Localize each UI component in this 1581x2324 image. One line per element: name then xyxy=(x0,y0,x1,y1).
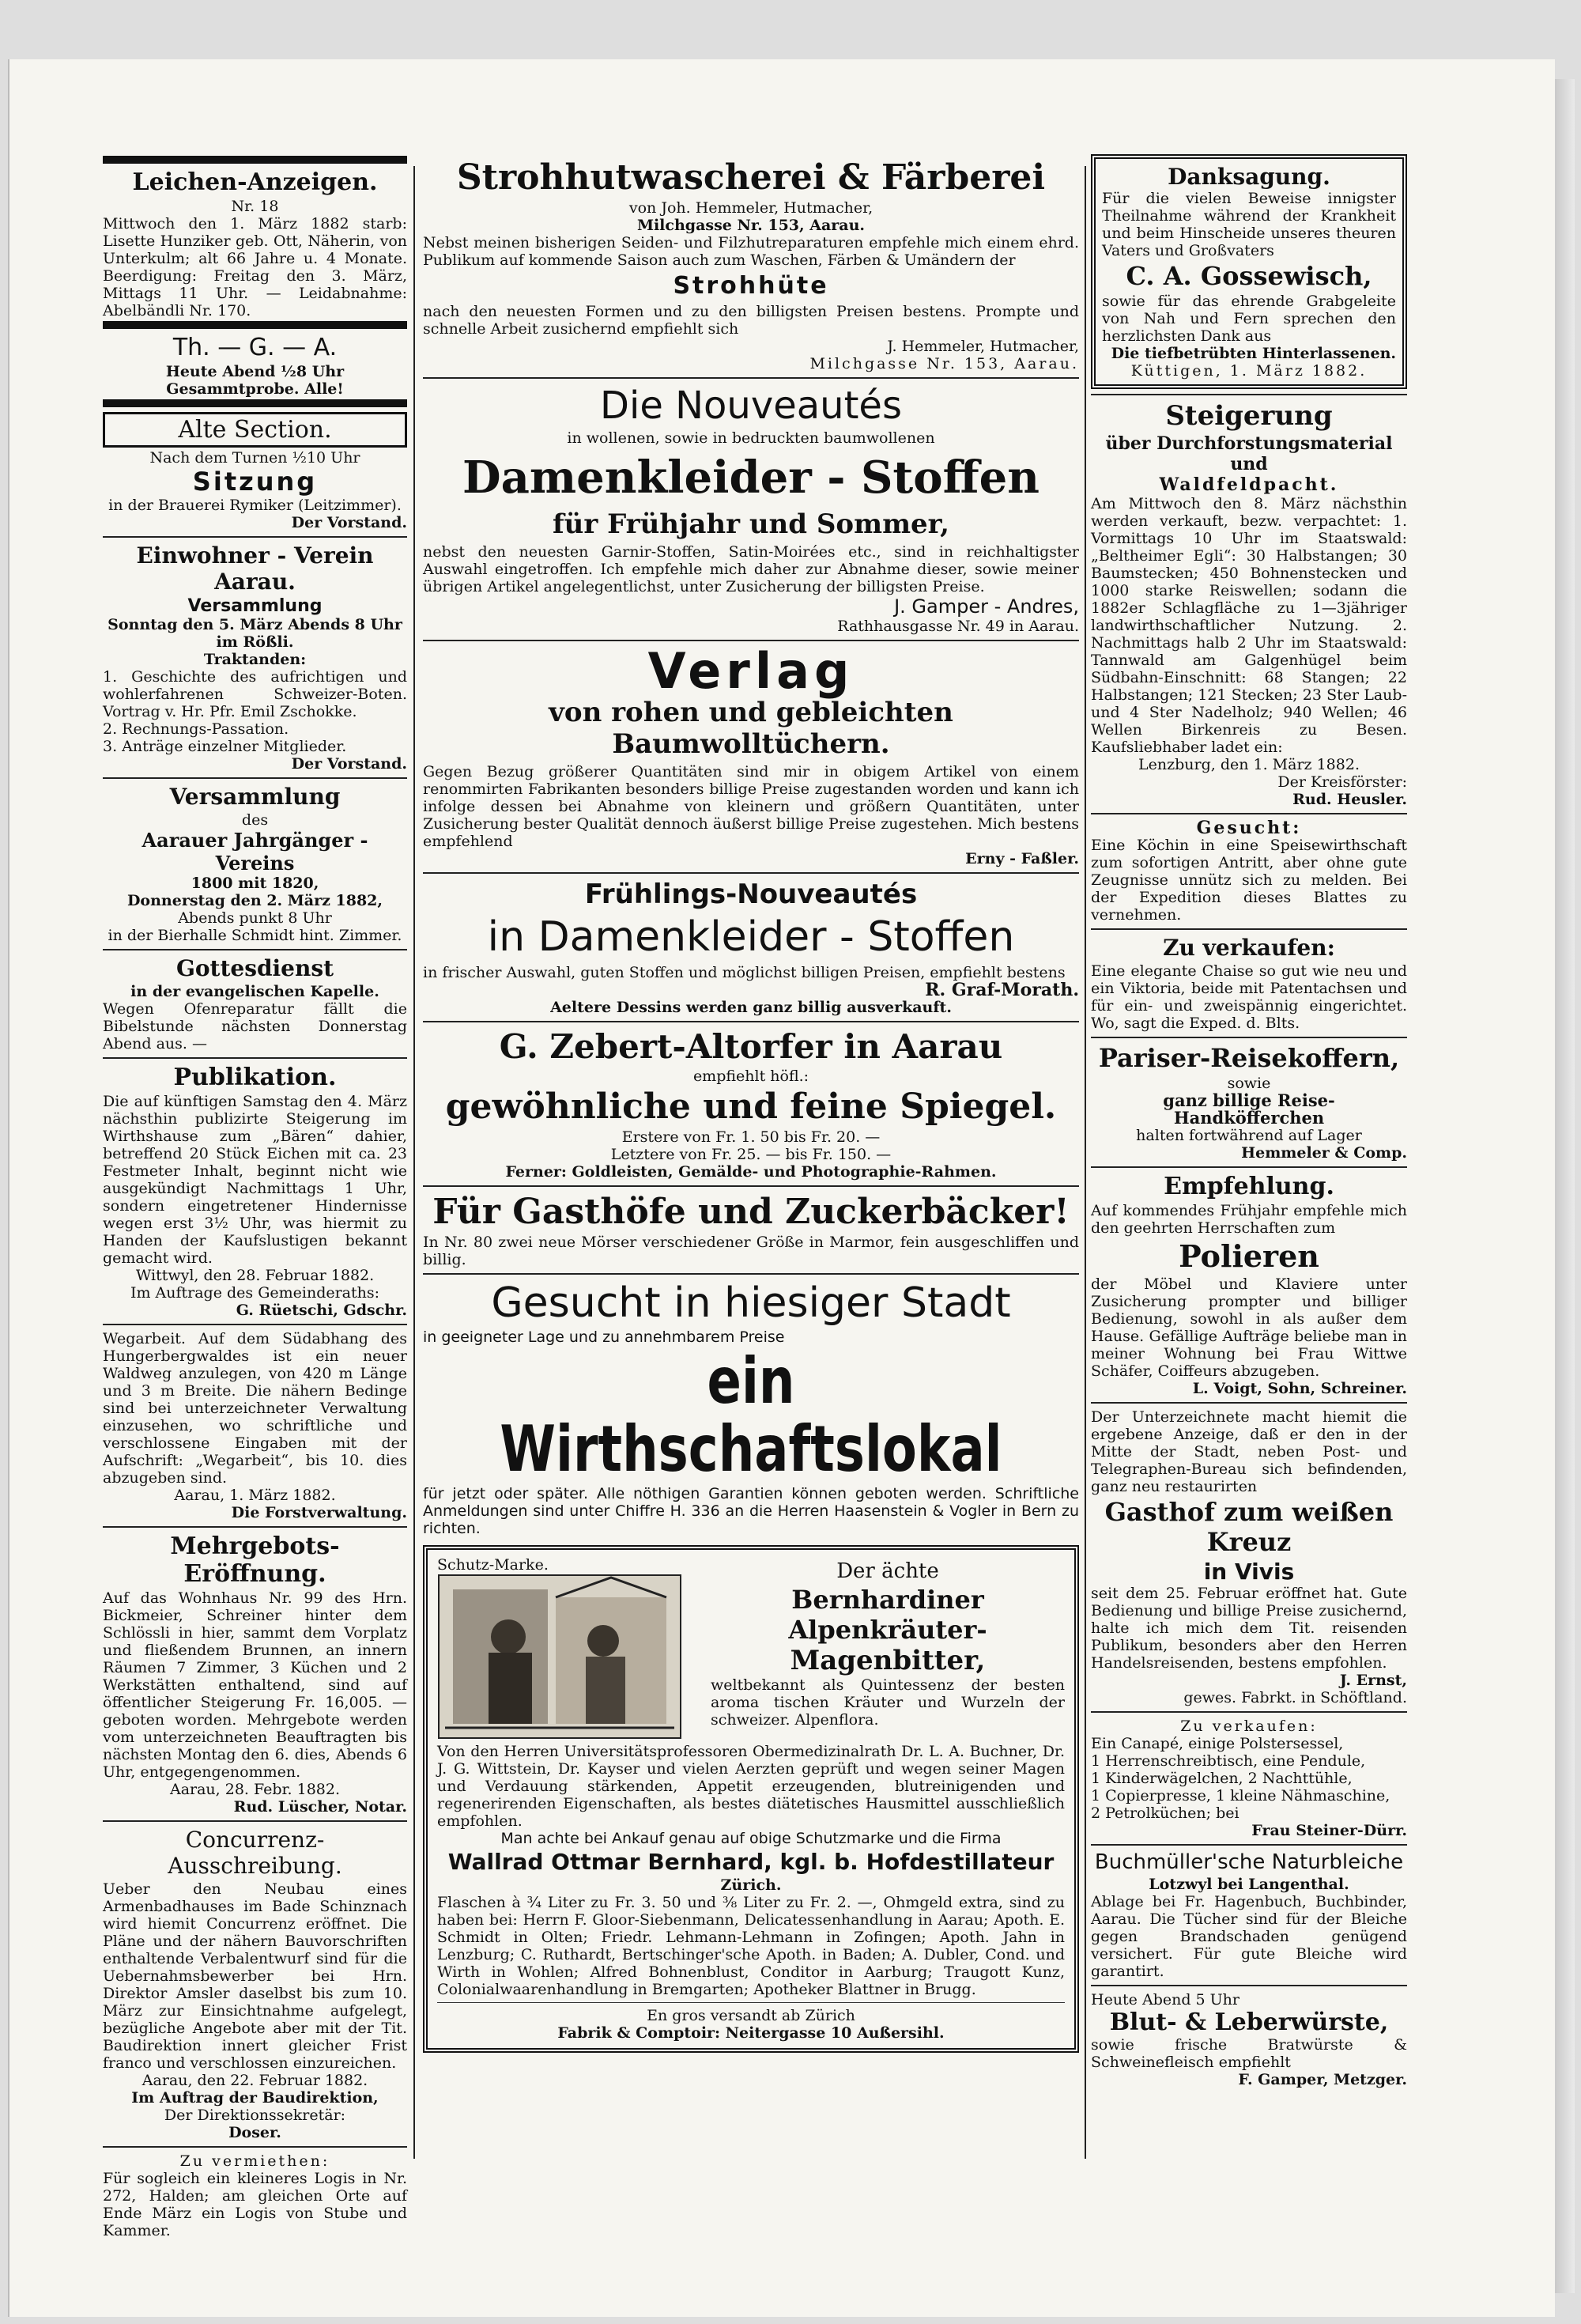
ad-signature: Rud. Lüscher, Notar. xyxy=(233,1798,407,1816)
trademark-engraving xyxy=(437,1574,682,1740)
column-rule-left xyxy=(413,166,415,2159)
ad-body: Von den Herren Universitätsprofessoren Obermedizinalrath Dr. L. A. Buchner, Dr. J. G. Wittstein, Dr. Kayser und vielen Aerzten geprüft und wegen seiner Magen und Verdauung stärkenden, Appetit erzeugenden, blutreinigenden und regenerirenden Eigenschaften, als bestes diätetisches Hausmittel ausschließlich empfohlen. xyxy=(437,1743,1065,1830)
ad-verlag xyxy=(423,642,1079,867)
ad-headline: Strohhüte xyxy=(673,272,829,300)
ad-jahrgaenger xyxy=(103,784,407,944)
ad-title: Alte Section. xyxy=(103,412,407,448)
ad-line: Abends punkt 8 Uhr xyxy=(178,909,332,927)
ad-title: Für Gasthöfe und Zuckerbäcker! xyxy=(432,1192,1070,1232)
ad-subtitle: in Vivis xyxy=(1203,1559,1295,1585)
ad-line: Erstere von Fr. 1. 50 bis Fr. 20. — xyxy=(621,1128,881,1146)
ad-date: Sonntag den 5. März Abends 8 Uhr im Rößli. xyxy=(108,616,402,651)
ad-title: Einwohner - Verein Aarau. xyxy=(136,542,374,595)
ad-line: Im Auftrag der Baudirektion, xyxy=(131,2089,379,2107)
ad-steigerung xyxy=(1091,400,1407,808)
ad-signature: Die Forstverwaltung. xyxy=(231,1504,407,1521)
ad-line: gewes. Fabrkt. in Schöftland. xyxy=(1183,1689,1407,1706)
ad-line: Letztere von Fr. 25. — bis Fr. 150. — xyxy=(610,1146,892,1163)
ad-strohhut xyxy=(423,157,1079,372)
page-edge xyxy=(1555,79,1575,2293)
ad-signature: Erny - Faßler. xyxy=(965,850,1079,867)
ad-title: Magenbitter, xyxy=(790,1645,986,1676)
list-item: 1 Kinderwägelchen, 2 Nachttühle, xyxy=(1091,1770,1353,1787)
ad-title: Versammlung xyxy=(169,784,341,810)
ad-signature: J. Hemmeler, Hutmacher, xyxy=(887,338,1079,355)
ad-title: Die Nouveautés xyxy=(600,384,902,428)
ad-headline: Verlag xyxy=(647,642,855,700)
ad-date: Lenzburg, den 1. März 1882. xyxy=(1138,756,1360,773)
ad-title: Zu vermiethen: xyxy=(179,2152,330,2170)
ad-line: Man achte bei Ankauf genau auf obige Schutzmarke und die Firma xyxy=(500,1830,1002,1847)
ad-zu-verkaufen xyxy=(1091,935,1407,1032)
ad-mehrgebot xyxy=(103,1532,407,1816)
ad-title: Empfehlung. xyxy=(1164,1173,1334,1200)
ad-subtitle: Lotzwyl bei Langenthal. xyxy=(1149,1876,1349,1893)
divider xyxy=(1091,1985,1407,1986)
ad-number: Nr. 18 xyxy=(231,198,279,215)
ad-subtitle: für Frühjahr und Sommer, xyxy=(553,508,949,540)
ad-body: Am Mittwoch den 8. März nächsthin werden verkauft, bezw. verpachtet: 1. Vormittags 10 Uhr im Staatswald: „Beltheimer Egli“: 30 Halbstangen; 30 Baumstecken; 450 Bohnenstecken und 1000 starke Reiswellen; sodann die 1882er Schlagfläche zu 1—3jähriger landwirthschaftlicher Nutzung. 2. Nachmittags halb 2 Uhr im Staatswald: Tannwald am Galgenhügel beim Südbahn-Einschnitt: 68 Stangen; 22 Halbstangen; 121 Stecken; 23 Ster Laub- und 4 Ster Nadelholz; 940 Wellen; 46 Wellen Birkenreis zu Besen. Kaufsliebhaber ladet ein: xyxy=(1091,495,1407,756)
divider xyxy=(423,1021,1079,1022)
ad-body: nach den neuesten Formen und zu den billigsten Preisen bestens. Prompte und schnelle Arbeit zusichernd empfiehlt sich xyxy=(423,303,1079,338)
ad-headline: Sitzung xyxy=(192,467,318,497)
ad-line: Ferner: Goldleisten, Gemälde- und Photographie-Rahmen. xyxy=(505,1163,997,1181)
divider xyxy=(1091,1037,1407,1038)
ad-signature: Der Vorstand. xyxy=(291,755,407,773)
ad-signature: Frau Steiner-Dürr. xyxy=(1251,1822,1407,1839)
ad-line: Im Auftrage des Gemeinderaths: xyxy=(130,1284,380,1302)
divider xyxy=(103,2146,407,2148)
column-right xyxy=(1091,154,1407,2088)
divider xyxy=(1091,1166,1407,1168)
ad-subtitle: in der evangelischen Kapelle. xyxy=(130,983,379,1000)
ad-line: empfiehlt höfl.: xyxy=(692,1068,809,1085)
ad-signature: J. Ernst, xyxy=(1339,1672,1407,1689)
ad-pariser xyxy=(1091,1043,1407,1162)
divider xyxy=(1091,813,1407,814)
ad-address: Milchgasse Nr. 153, Aarau. xyxy=(809,355,1079,372)
ad-body: Der Unterzeichnete macht hiemit die ergebene Anzeige, daß er den in der Mitte der Stadt, neben Post- und Telegraphen-Bureau sich befindenden, ganz neu restaurirten xyxy=(1091,1408,1407,1495)
ad-empfehlung xyxy=(1091,1173,1407,1397)
ad-title: G. Zebert-Altorfer in Aarau xyxy=(499,1027,1003,1066)
ad-signature: L. Voigt, Sohn, Schreiner. xyxy=(1192,1380,1407,1397)
ad-body: der Möbel und Klaviere unter Zusicherung prompter und billiger Bedienung, sowohl in als außer dem Hause. Gefällige Aufträge beliebe man in meiner Wohnung bei Frau Wittwe Schäfer, Coiffeurs abzugeben. xyxy=(1091,1275,1407,1380)
ad-body: für jetzt oder später. Alle nöthigen Garantien können geboten werden. Schriftliche Anmeldungen sind unter Chiffre H. 336 an die Herren Haasenstein & Vogler in Bern zu richten. xyxy=(423,1485,1079,1537)
divider xyxy=(103,1057,407,1059)
list-item: 1 Copierpresse, 1 kleine Nähmaschine, xyxy=(1091,1787,1390,1804)
ad-title: Danksagung. xyxy=(1168,164,1330,190)
ad-note: Aeltere Dessins werden ganz billig ausverkauft. xyxy=(550,999,952,1016)
ad-body: Für sogleich ein kleineres Logis in Nr. 272, Halden; am gleichen Orte auf Ende März ein Logis von Stube und Kammer. xyxy=(103,2170,407,2239)
ad-title: Gesucht: xyxy=(1196,818,1302,838)
ad-title: Zu verkaufen: xyxy=(1163,935,1335,961)
ad-bernhardiner xyxy=(423,1545,1079,2053)
ad-signature: G. Rüetschi, Gdschr. xyxy=(236,1302,407,1319)
ad-body: Flaschen à ¾ Liter zu Fr. 3. 50 und ⅜ Liter zu Fr. 2. —, Ohmgeld extra, sind zu haben bei: Herrn F. Gloor-Siebenmann, Delicatessenhandlung in Aarau; Apoth. E. Schmidt in Olten; Friedr. Lehmann-Lehmann in Zofingen; Apoth. Jahn in Lenzburg; C. Ruthardt, Bertschinger'sche Apoth. in Baden; A. Dubler, Cond. und Wirth in Wohlen; Alfred Bohnenblust, Conditor in Aarburg; Traugott Kunz, Colonialwaarenhandlung in Bremgarten; Apotheker Blattner in Brugg. xyxy=(437,1894,1065,1998)
ad-body: Für die vielen Beweise innigster Theilnahme während der Krankheit und beim Hinscheide unseres theuren Vaters und Großvaters xyxy=(1102,190,1396,259)
ad-line: sowie xyxy=(1227,1075,1271,1092)
ad-body: nebst den neuesten Garnir-Stoffen, Satin-Moirées etc., sind in reichhaltigster Auswahl eingetroffen. Ich empfehle mich daher zur Abnahme dieser, sowie meiner übrigen Artikel angelegentlichst, unter Zusicherung der billigsten Preise. xyxy=(423,543,1079,595)
ad-body: sowie für das ehrende Grabgeleite von Nah und Fern sprechen den herzlichsten Dank aus xyxy=(1102,293,1396,345)
ad-body: weltbekannt als Quintessenz der besten aroma tischen Kräuter und Wurzeln der schweizer. Alpenflora. xyxy=(711,1676,1065,1729)
ad-date: Aarau, 28. Febr. 1882. xyxy=(169,1781,341,1798)
ad-wurst xyxy=(1091,1991,1407,2088)
ad-body: Mittwoch den 1. März 1882 starb: Lisette Hunziker geb. Ott, Näherin, von Unterkulm; alt 66 Jahre u. 4 Monate. Beerdigung: Freitag den 3. März, Mittags 11 Uhr. — Leidabnahme: Abelbändli Nr. 170. xyxy=(103,215,407,319)
list-item: 2 Petrolküchen; bei xyxy=(1091,1804,1240,1822)
ad-gesucht-koechin xyxy=(1091,819,1407,924)
ad-title: Strohhutwascherei & Färberei xyxy=(456,157,1046,198)
ad-date: Donnerstag den 2. März 1882, xyxy=(126,892,383,909)
list-item: Ein Canapé, einige Polstersessel, xyxy=(1091,1735,1344,1752)
ad-title: Concurrenz-Ausschreibung. xyxy=(168,1827,342,1879)
ad-title: Buchmüller'sche Naturbleiche xyxy=(1094,1850,1404,1874)
ad-line: in geeigneter Lage und zu annehmbarem Preise xyxy=(423,1328,785,1346)
divider-bar xyxy=(103,321,407,329)
ad-line: Zürich. xyxy=(720,1876,782,1894)
ad-title: Blut- & Leberwürste, xyxy=(1109,2008,1389,2036)
ad-zu-verkaufen-2 xyxy=(1091,1717,1407,1839)
ad-line: in wollenen, sowie in bedruckten baumwollenen xyxy=(567,429,935,447)
ad-date: Aarau, 1. März 1882. xyxy=(174,1487,336,1504)
ad-body: Gegen Bezug größerer Quantitäten sind mir in obigem Artikel von einem renommirten Fabrikanten besonders billige Preise zugestanden worden und kann ich infolge dessen bei Abnahme von kleinern und größern Quantitäten, unter Zusicherung bester Qualität dennoch äußerst billige Preise zugestehen. Mich bestens empfehlend xyxy=(423,763,1079,850)
ad-subtitle: von rohen und gebleichten Baumwolltüchern. xyxy=(549,697,953,760)
column-rule-right xyxy=(1085,166,1086,2159)
ad-wirthschaftslokal xyxy=(423,1279,1079,1537)
ad-title: Frühlings-Nouveautés xyxy=(584,879,918,910)
ad-line: von Joh. Hemmeler, Hutmacher, xyxy=(628,199,874,217)
ad-line: Milchgasse Nr. 153, Aarau. xyxy=(636,217,866,234)
ad-headline: Polieren xyxy=(1179,1238,1319,1274)
ad-tga xyxy=(103,334,407,398)
divider-bar xyxy=(103,156,407,164)
ad-alte-section xyxy=(103,412,407,531)
ad-headline: Damenkleider - Stoffen xyxy=(462,452,1040,504)
ad-line: Der ächte xyxy=(836,1559,939,1583)
ad-body: Wegarbeit. Auf dem Südabhang des Hungerbergwaldes ist ein neuer Waldweg anzulegen, von 420 m Länge und 3 m Breite. Die nähern Bedinge sind bei unterzeichneter Verwaltung einzusehen, wo schriftliche und verschlossene Eingaben mit der Aufschrift: „Wegarbeit“, bis 10. dies abzugeben sind. xyxy=(103,1330,407,1487)
list-item: 1 Herrenschreibtisch, eine Pendule, xyxy=(1091,1752,1366,1770)
ad-gasthof xyxy=(1091,1408,1407,1706)
ad-body: seit dem 25. Februar eröffnet hat. Gute Bedienung und billige Preise zusichernd, halte ich mich dem Tit. reisenden Publikum, besonders aber den Herren Handelsreisenden, bestens empfohlen. xyxy=(1091,1585,1407,1672)
ad-line: Fabrik & Comptoir: Neitergasse 10 Außersihl. xyxy=(557,2024,945,2042)
ad-einwohner xyxy=(103,542,407,773)
ad-title: Gottesdienst xyxy=(175,955,334,981)
ad-body: Wegen Ofenreparatur fällt die Bibelstunde nächsten Donnerstag Abend aus. — xyxy=(103,1000,407,1052)
ad-title: Zu verkaufen: xyxy=(1180,1717,1318,1735)
divider xyxy=(423,1185,1079,1187)
ad-signature: J. Gamper - Andres, xyxy=(894,595,1079,618)
ad-title: Publikation. xyxy=(173,1064,337,1091)
ad-subtitle: Aarauer Jahrgänger - Vereins xyxy=(141,829,368,875)
ad-date: Aarau, den 22. Februar 1882. xyxy=(141,2072,368,2089)
ad-subtitle: über Durchforstungsmaterial und xyxy=(1105,433,1393,474)
ad-headline: Gasthof zum weißen Kreuz xyxy=(1104,1497,1394,1557)
ad-line: Der Kreisförster: xyxy=(1277,773,1407,791)
column-left xyxy=(103,154,407,2239)
divider xyxy=(423,377,1079,379)
ad-line: Nach dem Turnen ½10 Uhr xyxy=(149,449,360,467)
ad-body: Eine Köchin in eine Speisewirthschaft zum sofortigen Antritt, aber ohne gute Zeugnisse unnütz sich zu melden. Bei der Expedition dieses Blattes zu vernehmen. xyxy=(1091,837,1407,924)
ad-body: Auf kommendes Frühjahr empfehle mich den geehrten Herrschaften zum xyxy=(1091,1202,1407,1237)
ad-line: halten fortwährend auf Lager xyxy=(1136,1127,1362,1144)
ad-title: Th. — G. — A. xyxy=(172,334,338,361)
divider xyxy=(423,1273,1079,1275)
ad-line: in der Brauerei Rymiker (Leitzimmer). xyxy=(108,497,402,514)
ad-line: En gros versandt ab Zürich xyxy=(647,2007,855,2024)
ad-signature: Rud. Heusler. xyxy=(1292,791,1407,808)
ad-title: Steigerung xyxy=(1165,400,1333,432)
ad-body: sowie frische Bratwürste & Schweinefleisch empfiehlt xyxy=(1091,2036,1407,2071)
ad-fruehling xyxy=(423,879,1079,1016)
divider xyxy=(423,872,1079,874)
ad-gasthoefe xyxy=(423,1192,1079,1268)
ad-line: des xyxy=(241,811,269,829)
ad-leichen xyxy=(103,168,407,319)
ad-signature: F. Gamper, Metzger. xyxy=(1238,2071,1407,2088)
ad-gottesdienst xyxy=(103,955,407,1052)
divider xyxy=(423,640,1079,641)
ad-signature: Hemmeler & Comp. xyxy=(1241,1144,1407,1162)
ad-title: Leichen-Anzeigen. xyxy=(132,168,378,196)
ad-title: Pariser-Reisekoffern, xyxy=(1098,1043,1400,1073)
list-item: 3. Anträge einzelner Mitglieder. xyxy=(103,738,347,755)
divider xyxy=(1091,928,1407,930)
ad-publikation xyxy=(103,1064,407,1319)
ad-headline: ein Wirthschaftslokal xyxy=(500,1344,1002,1486)
ad-subtitle: Waldfeldpacht. xyxy=(1159,474,1339,495)
list-item: 2. Rechnungs-Passation. xyxy=(103,720,289,738)
ad-title: Bernhardiner xyxy=(791,1585,984,1615)
divider xyxy=(103,1526,407,1528)
ad-title: Gesucht in hiesiger Stadt xyxy=(491,1279,1011,1327)
product-title-block xyxy=(711,1556,1065,1743)
ad-body: Ablage bei Fr. Hagenbuch, Buchbinder, Aarau. Die Tücher sind für der Bleiche gegen Brandschaden genügend versichert. Für gute Bleiche wird garantirt. xyxy=(1091,1893,1407,1980)
ad-body: Nebst meinen bisherigen Seiden- und Filzhutreparaturen empfehle mich einem ehrd. Publikum auf kommende Saison auch zum Waschen, Färben & Umändern der xyxy=(423,234,1079,269)
ad-headline: Wallrad Ottmar Bernhard, kgl. b. Hofdestillateur xyxy=(447,1849,1055,1875)
ad-address: Rathhausgasse Nr. 49 in Aarau. xyxy=(837,618,1079,635)
divider xyxy=(103,1324,407,1325)
ad-title: Alpenkräuter- xyxy=(788,1615,987,1645)
ad-body: Heute Abend ½8 Uhr Gesammtprobe. Alle! xyxy=(165,363,345,398)
column-middle xyxy=(423,154,1079,2053)
ad-signature: Die tiefbetrübten Hinterlassenen. xyxy=(1111,345,1396,362)
divider xyxy=(1091,1402,1407,1404)
ad-headline: gewöhnliche und feine Spiegel. xyxy=(445,1086,1057,1127)
divider xyxy=(103,949,407,950)
ad-subtitle: ganz billige Reise-Handköfferchen xyxy=(1163,1090,1335,1128)
ad-traktanden: Traktanden: xyxy=(203,651,307,668)
ad-wegarbeit xyxy=(103,1330,407,1521)
divider xyxy=(103,1820,407,1822)
ad-concurrenz xyxy=(103,1827,407,2141)
divider-bar xyxy=(103,399,407,407)
ad-headline: C. A. Gossewisch, xyxy=(1126,261,1372,291)
ad-body: in frischer Auswahl, guten Stoffen und möglichst billigen Preisen, empfiehlt bestens xyxy=(423,964,1066,981)
trademark-label: Schutz-Marke. xyxy=(437,1556,549,1574)
ad-body: In Nr. 80 zwei neue Mörser verschiedener Größe in Marmor, fein ausgeschliffen und billig. xyxy=(423,1234,1079,1268)
ad-body: Auf das Wohnhaus Nr. 99 des Hrn. Bickmeier, Schreiner hinter dem Schlössli in hier, sammt dem Vorplatz und fließendem Brunnen, an innern Räumen 7 Zimmer, 3 Küchen und 2 Werkstätten enthaltend, sind auf öffentlicher Steigerung Fr. 16,005. — geboten worden. Mehrgebote werden vom unterzeichneten Beauftragten bis nächsten Montag den 6. dies, Abends 6 Uhr, entgegengenommen. xyxy=(103,1589,407,1781)
ad-line: Heute Abend 5 Uhr xyxy=(1091,1991,1240,2008)
ad-body: Ueber den Neubau eines Armenbadhauses im Bade Schinznach wird hiemit Concurrenz eröffnet. Die Pläne und der nähern Bauvorschriften enthaltende Verbalentwurf sind für die Uebernahmsbewerber bei Hrn. Direktor Amsler daselbst bis zum 10. März zur Einsichtnahme aufgelegt, bezügliche Angebote aber mit der Tit. Baudirektion innert gleicher Frist franco und verschlossen einzureichen. xyxy=(103,1880,407,2072)
divider xyxy=(103,536,407,538)
ad-title: Mehrgebots-Eröffnung. xyxy=(170,1532,340,1588)
divider xyxy=(1091,394,1407,395)
ad-header-row xyxy=(437,1556,1065,1743)
divider xyxy=(437,2002,1065,2003)
trademark-block xyxy=(437,1556,698,1743)
ad-line: in der Bierhalle Schmidt hint. Zimmer. xyxy=(108,927,402,944)
ad-signature: Der Vorstand. xyxy=(291,514,407,531)
divider xyxy=(1091,1844,1407,1846)
divider xyxy=(1091,1711,1407,1713)
ad-headline: in Damenkleider - Stoffen xyxy=(487,913,1015,961)
ad-vermiethen xyxy=(103,2152,407,2239)
ad-signature: Doser. xyxy=(228,2124,281,2141)
ad-date: Küttigen, 1. März 1882. xyxy=(1130,362,1368,380)
ad-subtitle: Versammlung xyxy=(187,596,323,616)
ad-line: 1800 mit 1820, xyxy=(191,875,319,892)
list-item: 1. Geschichte des aufrichtigen und wohlerfahrenen Schweizer-Boten. Vortrag v. Hr. Pfr. Emil Zschokke. xyxy=(103,668,407,720)
ad-signature: R. Graf-Morath. xyxy=(925,980,1079,1000)
ad-body: Eine elegante Chaise so gut wie neu und ein Viktoria, beide mit Patentachsen und für ein- und zweispännig eingerichtet. Wo, sagt die Exped. d. Blts. xyxy=(1091,962,1407,1032)
ad-naturbleiche xyxy=(1091,1850,1407,1980)
ad-date: Wittwyl, den 28. Februar 1882. xyxy=(135,1267,375,1284)
ad-nouveautes xyxy=(423,384,1079,635)
ad-line: Der Direktionssekretär: xyxy=(164,2107,346,2124)
divider xyxy=(103,777,407,779)
ad-danksagung xyxy=(1091,154,1407,389)
ad-body: Die auf künftigen Samstag den 4. März nächsthin publizirte Steigerung im Wirthshause zum „Bären“ dahier, betreffend 20 Stück Eichen mit ca. 23 Festmeter Inhalt, beginnt nicht wie ausgekündigt Nachmittags 1 Uhr, sondern eingetretener Hindernisse wegen erst 3½ Uhr, was hiermit zu Handen der Kaufslustigen bekannt gemacht wird. xyxy=(103,1093,407,1267)
ad-zebert xyxy=(423,1027,1079,1181)
